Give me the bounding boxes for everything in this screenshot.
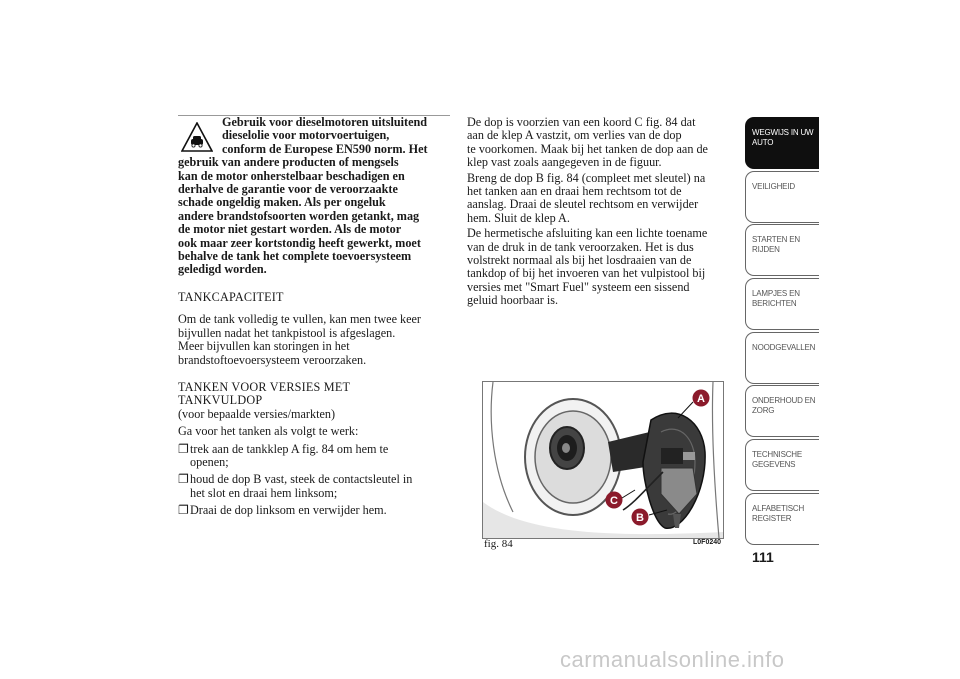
tab-label: TECHNISCHE <box>752 450 803 460</box>
tab-label: RIJDEN <box>752 245 780 255</box>
warning-car-icon <box>181 122 213 152</box>
warning-header <box>178 116 450 156</box>
tab-label: VEILIGHEID <box>752 181 795 191</box>
left-column <box>178 116 450 518</box>
warning-line: gebruik van andere producten of mengsels <box>178 155 399 170</box>
tab-label: ALFABETISCH <box>752 503 805 513</box>
warning-block <box>178 116 450 277</box>
list-item <box>178 443 450 470</box>
fuel-cap-figure <box>482 381 724 539</box>
list-item-text: houd de dop B vast, steek de contactsleutel in <box>190 472 413 487</box>
page-number: 111 <box>752 549 774 565</box>
checkbox-bullet-icon: ❐ <box>178 441 189 456</box>
list-item-text: Draai de dop linksom en verwijder hem. <box>190 503 387 518</box>
tab-label: REGISTER <box>752 513 792 523</box>
body-line: versies met "Smart Fuel" systeem een sissend <box>467 279 690 294</box>
tab-label: AUTO <box>752 138 774 147</box>
capacity-line: brandstoftoevoersysteem veroorzaken. <box>178 352 367 367</box>
checkbox-bullet-icon: ❐ <box>178 472 189 487</box>
list-item-text: trek aan de tankklep A fig. 84 om hem te <box>190 441 389 456</box>
body-line: geluid hoorbaar is. <box>467 293 559 308</box>
tab-technische[interactable] <box>745 439 819 491</box>
warning-line: schade ongeldig maken. Als per ongeluk <box>178 195 386 210</box>
refuel-intro: Ga voor het tanken als volgt te werk: <box>178 424 359 439</box>
callout-c-label: C <box>610 495 618 507</box>
checkbox-bullet-icon: ❐ <box>178 503 189 518</box>
warning-line: geledigd worden. <box>178 262 267 277</box>
list-item <box>178 473 450 500</box>
tab-label: GEGEVENS <box>752 460 796 470</box>
list-item <box>178 504 450 517</box>
figure-code: L0F0240 <box>693 539 722 546</box>
figure-caption: fig. 84 <box>484 538 513 550</box>
refuel-title <box>178 381 450 408</box>
callout-a-label: A <box>697 393 705 405</box>
body-line: Breng de dop B fig. 84 (compleet met sleutel) na <box>467 170 706 185</box>
body-line: klep vast zoals aangegeven in de figuur. <box>467 155 662 170</box>
warning-line: kan de motor onherstelbaar beschadigen en <box>178 168 405 183</box>
watermark: carmanualsonline.info <box>560 647 785 672</box>
chapter-tabs <box>745 117 819 547</box>
refuel-title-line: TANKVULDOP <box>178 393 263 408</box>
refuel-subtitle: (voor bepaalde versies/markten) <box>178 406 336 421</box>
warning-line: andere brandstofsoorten worden getankt, mag <box>178 208 420 223</box>
callout-leaders <box>483 382 723 538</box>
callout-b-label: B <box>636 512 644 524</box>
list-item-text: openen; <box>190 454 229 469</box>
body-line: van de druk in de tank veroorzaken. Het is dus <box>467 239 694 254</box>
capacity-line: Meer bijvullen kan storingen in het <box>178 339 350 354</box>
tab-noodgevallen[interactable] <box>745 332 819 384</box>
tab-lampjes[interactable] <box>745 278 819 330</box>
capacity-title: TANKCAPACITEIT <box>178 289 284 304</box>
warning-line: derhalve de garantie voor de veroorzaakte <box>178 182 398 197</box>
tab-label: WEGWIJS IN UW <box>752 128 814 137</box>
refuel-title-line: TANKEN VOOR VERSIES MET <box>178 379 351 394</box>
body-line: tankdop of bij het invoeren van het vulpistool bij <box>467 266 706 281</box>
body-line: hem. Sluit de klep A. <box>467 210 570 225</box>
tab-veiligheid[interactable] <box>745 171 819 223</box>
warning-line: behalve de tank het complete toevoersysteem <box>178 249 412 264</box>
body-line: De hermetische afsluiting kan een lichte toename <box>467 226 708 241</box>
warning-line: conform de Europese EN590 norm. Het <box>222 141 428 156</box>
warning-line: dieselolie voor motorvoertuigen, <box>222 128 390 143</box>
capacity-line: bijvullen nadat het tankpistool is afgeslagen. <box>178 325 396 340</box>
warning-line: Gebruik voor dieselmotoren uitsluitend <box>222 115 428 129</box>
tab-label: NOODGEVALLEN <box>752 342 816 352</box>
capacity-line: Om de tank volledig te vullen, kan men twee keer <box>178 312 421 327</box>
tab-label: LAMPJES EN <box>752 289 800 299</box>
tab-alfabetisch[interactable] <box>745 493 819 545</box>
tab-label: ONDERHOUD EN <box>752 396 816 406</box>
body-line: aanslag. Draai de sleutel rechtsom en verwijder <box>467 197 699 212</box>
tab-label: STARTEN EN <box>752 235 800 245</box>
list-item-text: het slot en draai hem linksom; <box>190 485 338 500</box>
warning-line: de motor niet gestart worden. Als de motor <box>178 222 402 237</box>
body-line: De dop is voorzien van een koord C fig. 84 dat <box>467 115 696 129</box>
right-column <box>467 116 733 308</box>
body-line: het tanken aan en draai hem rechtsom tot de <box>467 184 682 199</box>
body-line: te voorkomen. Maak bij het tanken de dop aan de <box>467 141 708 156</box>
tab-starten[interactable] <box>745 224 819 276</box>
tab-wegwijs[interactable] <box>745 117 819 169</box>
tab-label: BERICHTEN <box>752 299 797 309</box>
warning-line: ook maar zeer kortstondig heeft gewerkt, moet <box>178 235 421 250</box>
body-line: aan de klep A vastzit, om verlies van de dop <box>467 128 682 143</box>
body-line: volstrekt normaal als bij het losdraaien van de <box>467 253 692 268</box>
tab-onderhoud[interactable] <box>745 385 819 437</box>
tab-label: ZORG <box>752 406 775 416</box>
